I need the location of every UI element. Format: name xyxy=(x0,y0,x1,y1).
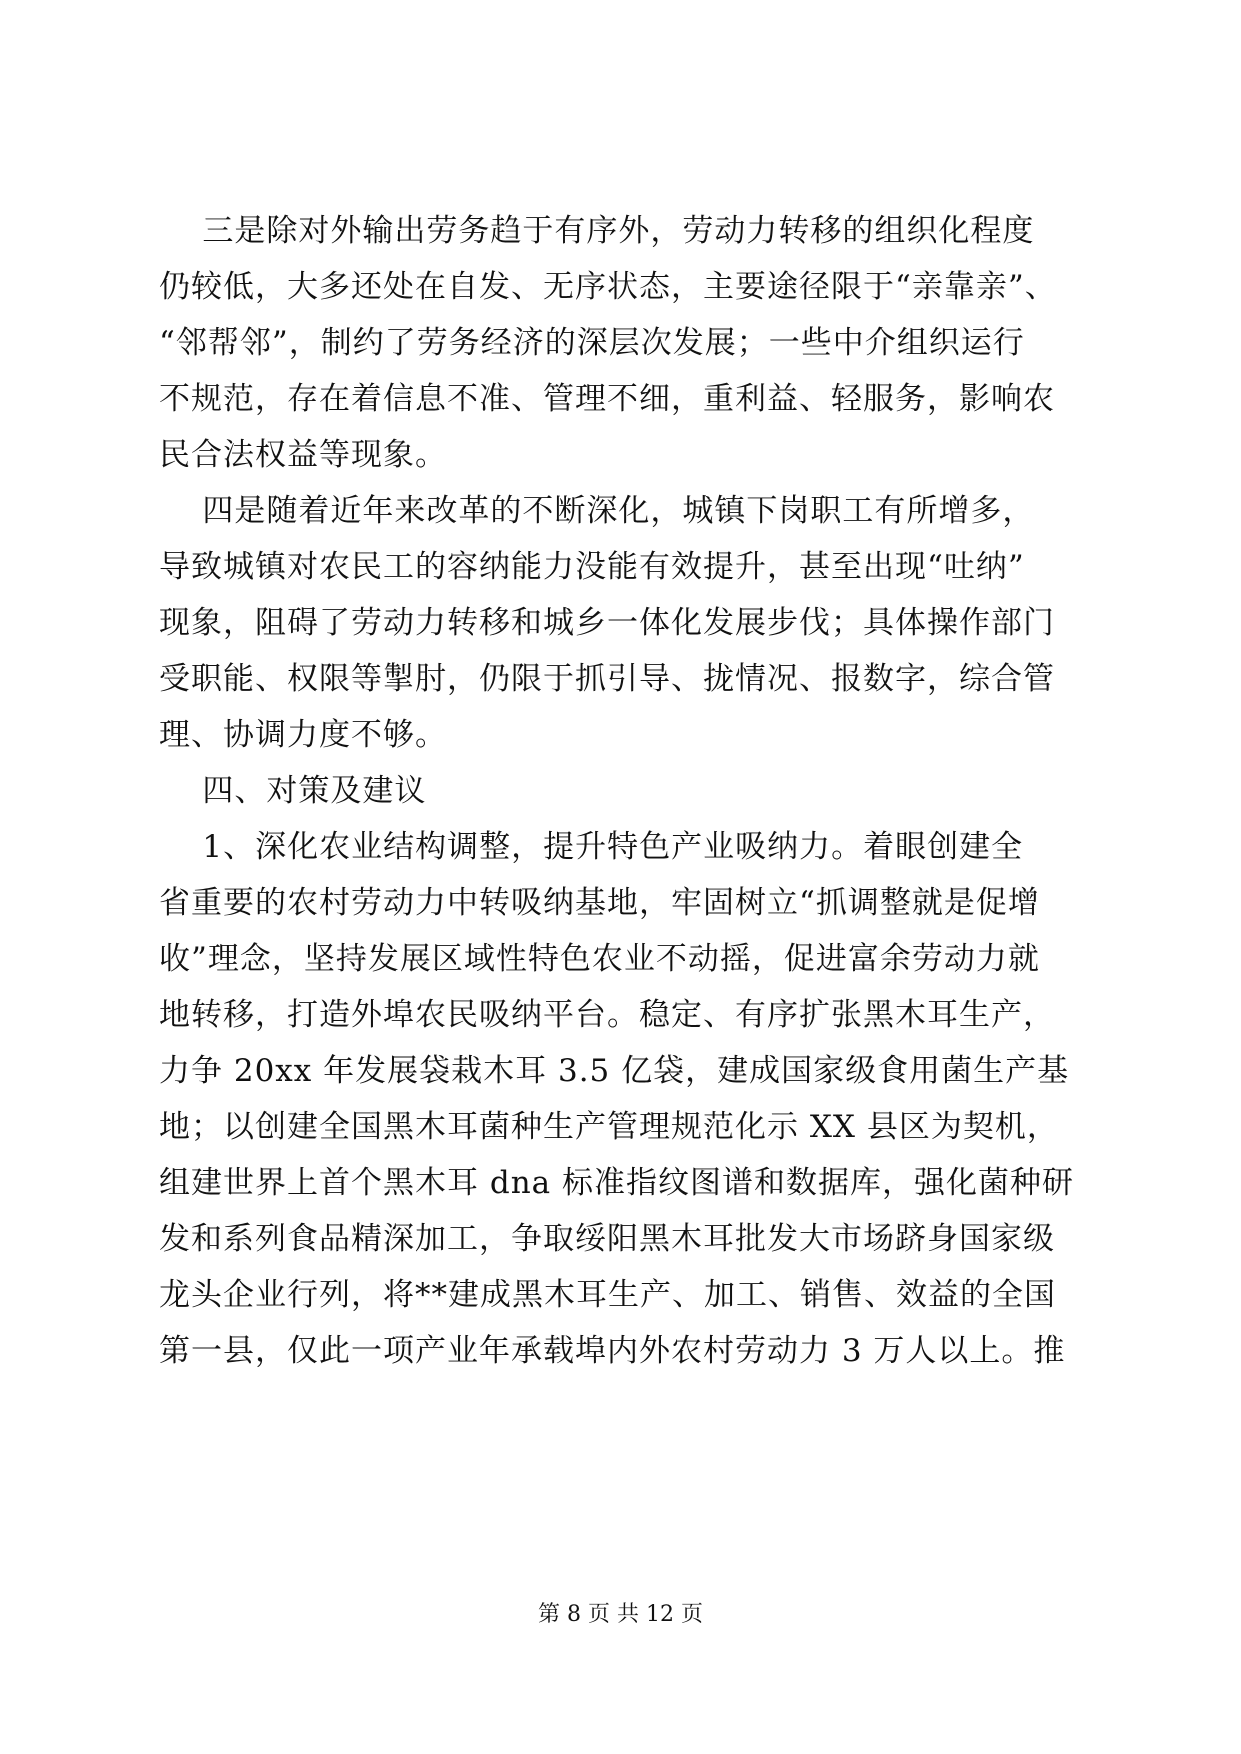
text-line: 第一县，仅此一项产业年承载埠内外农村劳动力 3 万人以上。推 xyxy=(159,1333,1066,1369)
section-heading: 四、对策及建议 xyxy=(159,773,427,809)
text-line: 受职能、权限等掣肘，仍限于抓引导、拢情况、报数字，综合管 xyxy=(159,661,1055,697)
text-line: 四是随着近年来改革的不断深化，城镇下岗职工有所增多， xyxy=(159,493,1035,529)
page-footer: 第 8 页 共 12 页 xyxy=(538,1602,703,1627)
text-line: 三是除对外输出劳务趋于有序外，劳动力转移的组织化程度 xyxy=(159,213,1035,249)
text-line: 导致城镇对农民工的容纳能力没能有效提升，甚至出现“吐纳” xyxy=(159,549,1025,585)
text-line: 发和系列食品精深加工，争取绥阳黑木耳批发大市场跻身国家级 xyxy=(159,1221,1055,1257)
text-line: 龙头企业行列，将**建成黑木耳生产、加工、销售、效益的全国 xyxy=(159,1277,1056,1313)
text-line: 省重要的农村劳动力中转吸纳基地，牢固树立“抓调整就是促增 xyxy=(159,885,1040,921)
text-line: 民合法权益等现象。 xyxy=(159,437,447,473)
text-line: “邻帮邻”，制约了劳务经济的深层次发展；一些中介组织运行 xyxy=(159,325,1025,361)
text-line: 组建世界上首个黑木耳 dna 标准指纹图谱和数据库，强化菌种研 xyxy=(159,1165,1074,1201)
text-line: 收”理念，坚持发展区域性特色农业不动摇，促进富余劳动力就 xyxy=(159,941,1040,977)
text-line: 仍较低，大多还处在自发、无序状态，主要途径限于“亲靠亲”、 xyxy=(159,269,1057,305)
text-line: 1、深化农业结构调整，提升特色产业吸纳力。着眼创建全 xyxy=(159,829,1024,865)
text-line: 不规范，存在着信息不准、管理不细，重利益、轻服务，影响农 xyxy=(159,381,1055,417)
text-line: 地；以创建全国黑木耳菌种生产管理规范化示 XX 县区为契机， xyxy=(159,1109,1059,1145)
text-line: 理、协调力度不够。 xyxy=(159,717,447,753)
text-line: 地转移，打造外埠农民吸纳平台。稳定、有序扩张黑木耳生产， xyxy=(159,997,1055,1033)
text-line: 力争 20xx 年发展袋栽木耳 3.5 亿袋，建成国家级食用菌生产基 xyxy=(159,1053,1070,1089)
text-line: 现象，阻碍了劳动力转移和城乡一体化发展步伐；具体操作部门 xyxy=(159,605,1055,641)
